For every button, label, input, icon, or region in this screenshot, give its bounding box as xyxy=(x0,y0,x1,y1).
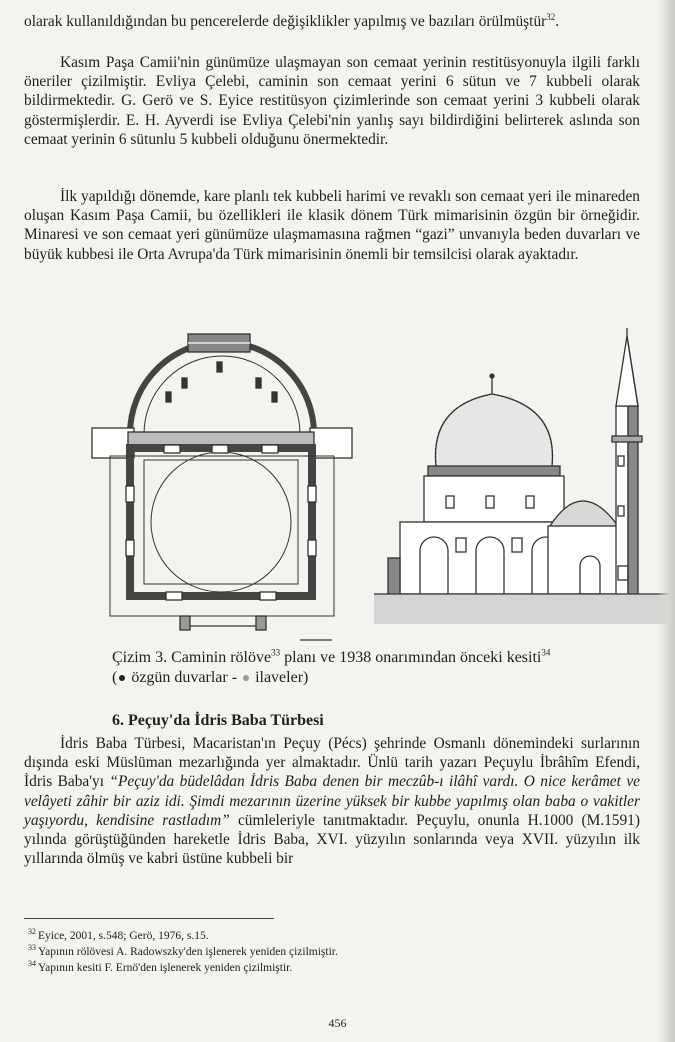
footnote-33 xyxy=(28,944,338,960)
footnote-ref-33[interactable]: 33 xyxy=(271,647,281,658)
section-title: 6. Peçuy'da İdris Baba Türbesi xyxy=(112,712,324,729)
paragraph-4-quote: “Peçuy'da büdelâdan İdris Baba denen bir meczûb-ı ilâhî vardı. O nice kerâmet ve velâyeti zâhir bir aziz idi. Şimdi mezarının üzerine yüksek bir kubbe yapılmış olan baba o vakitler yaşıyordu, kendisine rastladım” xyxy=(24,773,640,829)
plan-and-section-svg xyxy=(70,326,675,644)
footnote-ref-34[interactable]: 34 xyxy=(541,647,551,658)
paragraph-1-text: olarak kullanıldığından bu pencerelerde değişiklikler yapılmış ve bazıları örülmüştür xyxy=(24,13,547,30)
original-walls-dot-icon xyxy=(119,675,125,681)
paragraph-2 xyxy=(24,53,640,149)
paragraph-4-text-a: İdris Baba Türbesi, Macaristan'ın Peçuy (Pécs) şehrinde Osmanlı dönemindeki surlarının dışında eski Müslüman mezarlığında yer almaktadır. Ünlü tarih yazarı Peçuylu İbrâhîm Efendi, İdris Baba'yı xyxy=(24,735,640,791)
caption-legend-original: özgün duvarlar - xyxy=(127,669,242,686)
footnotes xyxy=(28,928,338,976)
footnote-text: Eyice, 2001, s.548; Gerö, 1976, s.15. xyxy=(38,930,209,942)
footnote-34 xyxy=(28,960,338,976)
footnote-ref-32[interactable]: 32 xyxy=(546,11,556,22)
additions-dot-icon xyxy=(243,675,249,681)
caption-text-b: planı ve 1938 onarımından önceki kesiti xyxy=(280,649,542,666)
footnote-text: Yapının kesiti F. Ernö'den işlenerek yeniden çizilmiştir. xyxy=(38,962,293,974)
figure-caption xyxy=(112,648,632,688)
paragraph-3 xyxy=(24,187,640,264)
page-number: 456 xyxy=(328,1016,347,1030)
paragraph-4-text-b: cümleleriyle tanıtmaktadır. Peçuylu, onunla H.1000 (M.1591) yılında görüştüğünden hareketle İdris Baba, XVI. yüzyılın sonlarında veya XVII. yüzyılın ilk yıllarında ölmüş ve kabri üstüne kubbeli bir xyxy=(24,811,641,868)
footnote-number: 32 xyxy=(28,927,36,937)
footnote-number: 33 xyxy=(28,943,36,953)
caption-paren-open: ( xyxy=(112,669,118,686)
paragraph-3-text: İlk yapıldığı dönemde, kare planlı tek kubbeli harimi ve revaklı son cemaat yeri ile minareden oluşan Kasım Paşa Camii, bu özellikleri ile klasik dönem Türk mimarisinin özgün bir örneğidir. Minaresi ve son cemaat yeri günümüze ulaşmamasına rağmen “gazi” unvanıyla beden duvarları ve büyük kubbesi ile Orta Avrupa'da Türk mimarisinin önemli bir temsilcisi olarak ayaktadır. xyxy=(24,188,640,263)
paragraph-2-text: Kasım Paşa Camii'nin günümüze ulaşmayan son cemaat yerinin restitüsyonuyla ilgili farklı öneriler çizilmiştir. Evliya Çelebi, caminin son cemaat yerini 6 sütun ve 7 kubbeli olarak bildirmektedir. G. Gerö ve S. Eyice restitüsyon çizimlerinde son cemaat yerini 3 kubbeli olarak göstermişlerdir. E. H. Ayverdi ise Evliya Çelebi'nin yanlış sayı bildirdiğini belirterek aslında son cemaat yerinin 6 sütunlu 5 kubbeli olduğunu önermektedir. xyxy=(24,54,640,148)
caption-legend-additions: ilaveler) xyxy=(251,669,309,686)
paragraph-1 xyxy=(24,12,640,31)
page-edge-shadow xyxy=(657,0,675,1042)
footnote-32 xyxy=(28,928,338,944)
caption-text-a: Çizim 3. Caminin rölöve xyxy=(112,649,272,666)
paragraph-1-end: . xyxy=(555,13,560,30)
footnote-text: Yapının rölövesi A. Radowszky'den işlenerek yeniden çizilmiştir. xyxy=(38,946,338,958)
paragraph-4 xyxy=(24,734,640,868)
floor-plan xyxy=(92,334,352,640)
architectural-drawing xyxy=(70,326,675,644)
footnote-number: 34 xyxy=(28,959,36,969)
footnote-divider xyxy=(24,918,274,919)
section-drawing xyxy=(374,328,675,624)
